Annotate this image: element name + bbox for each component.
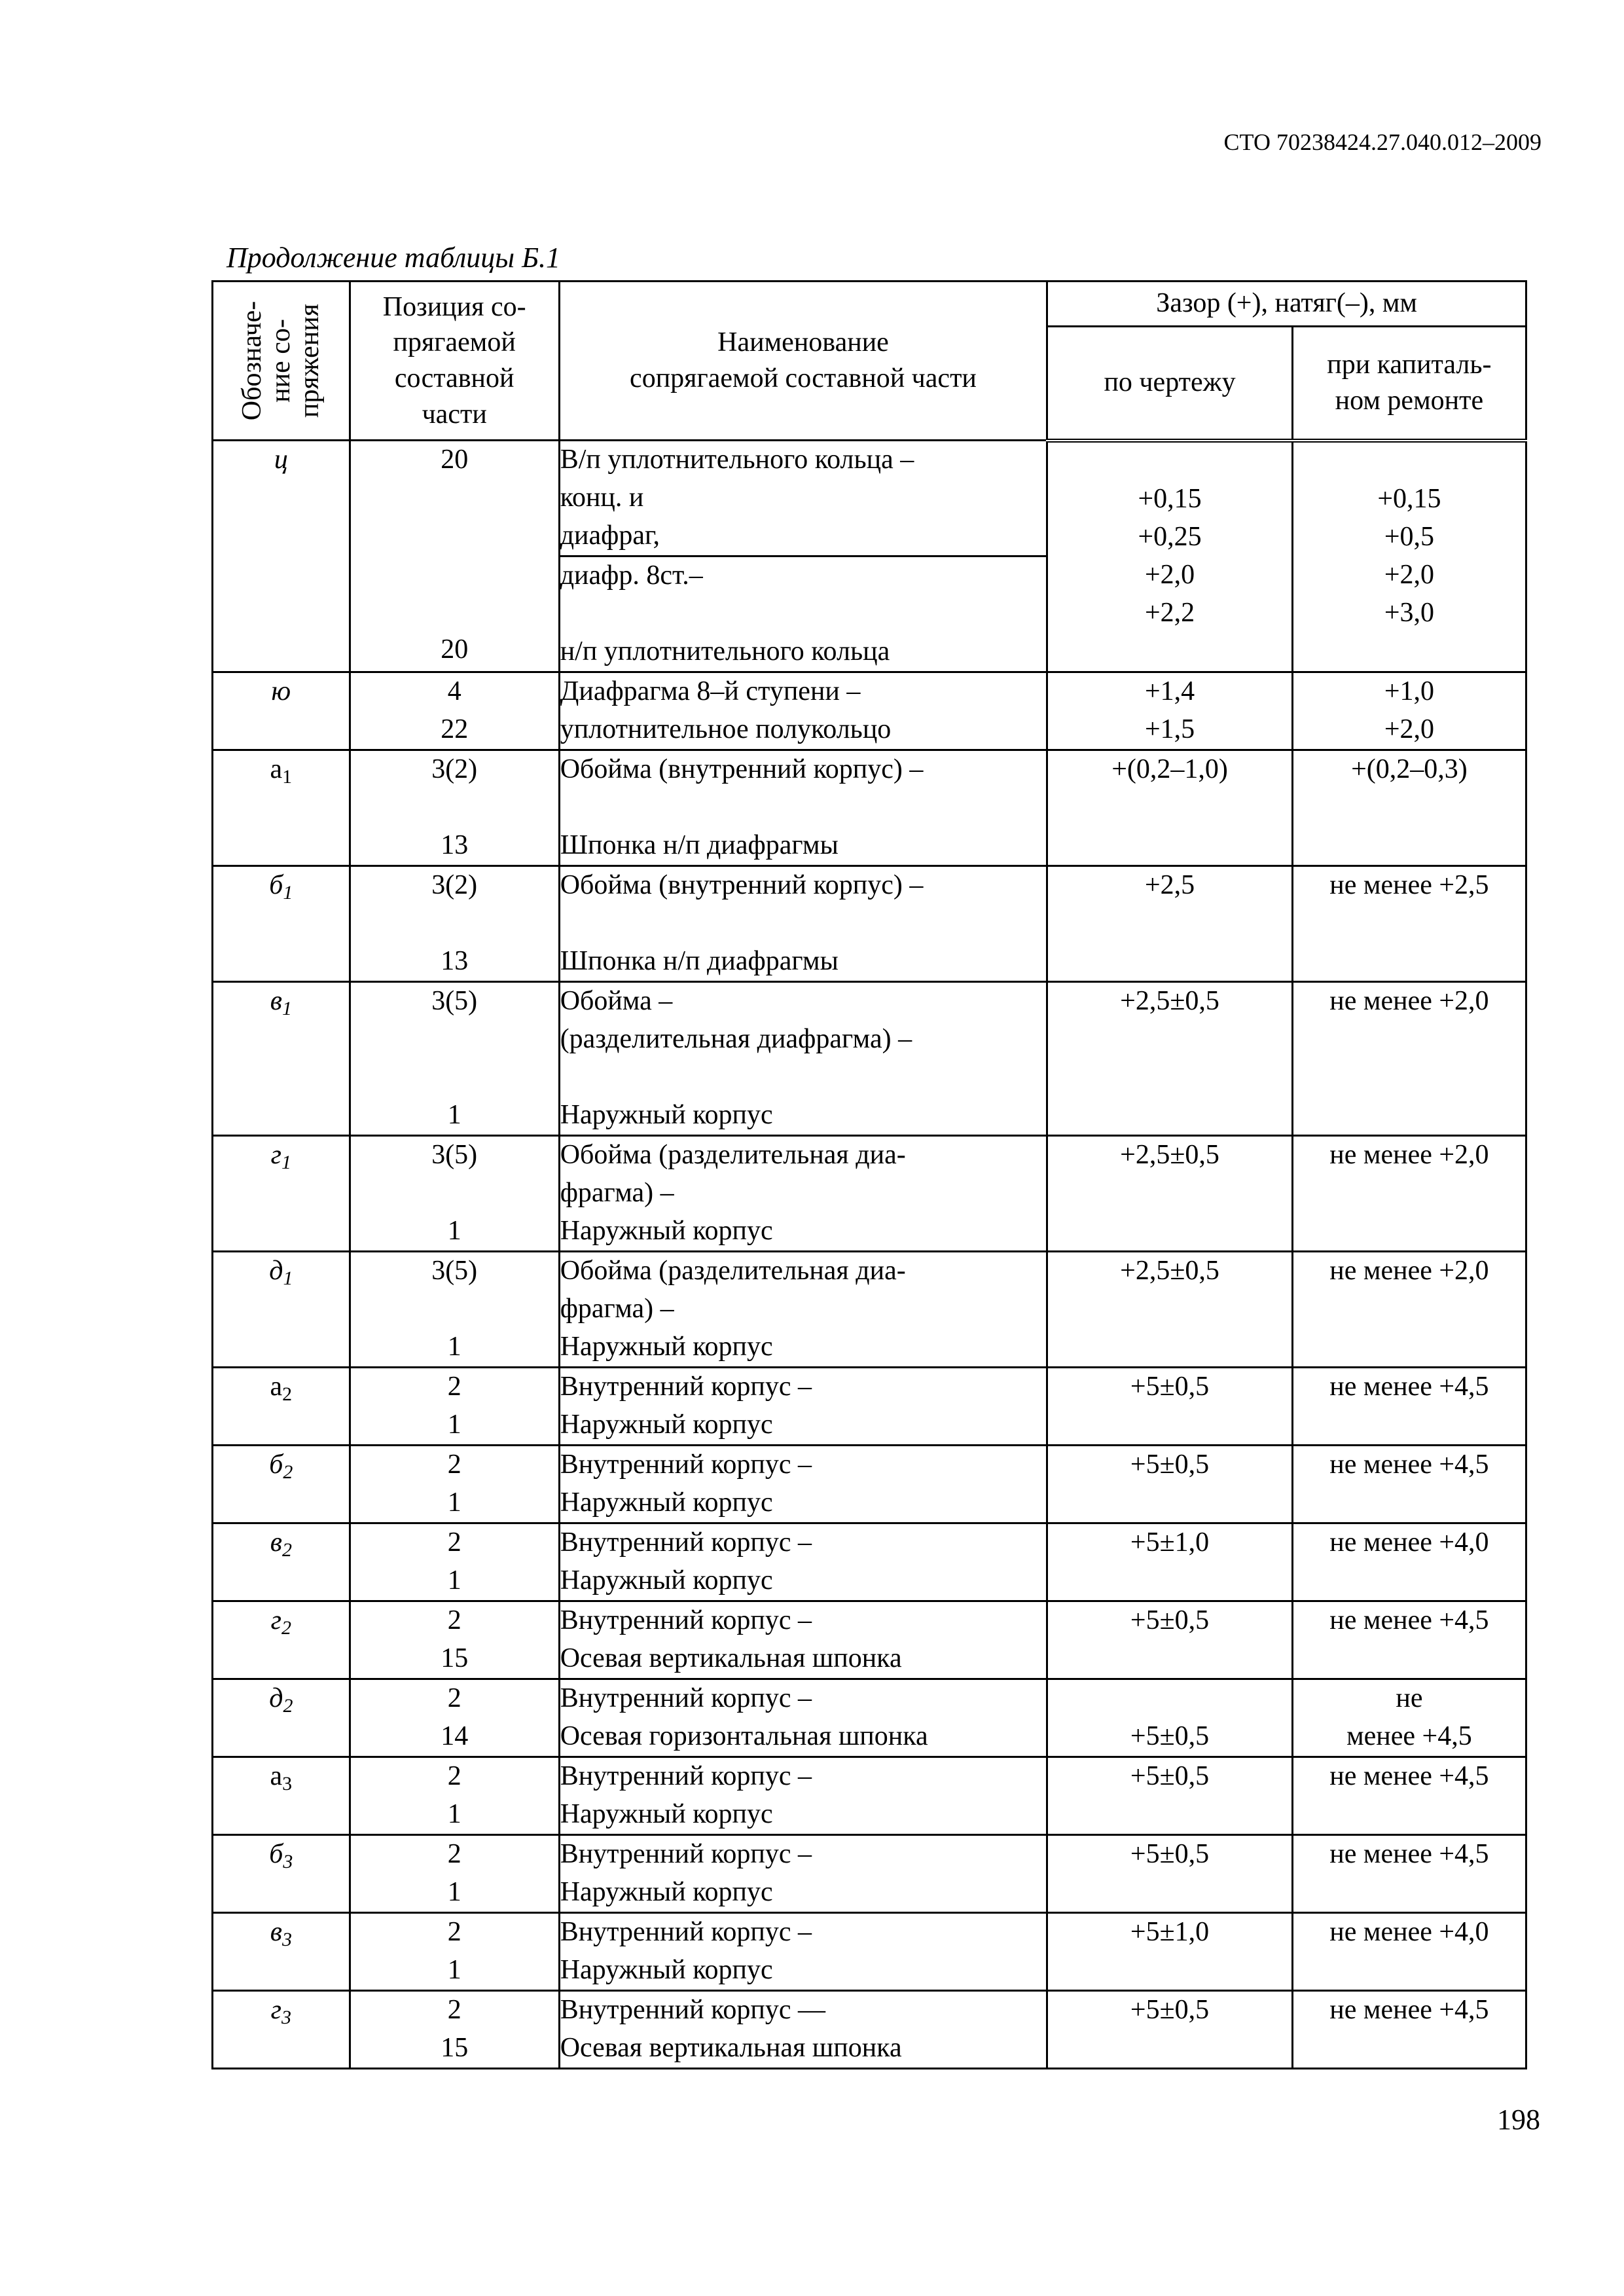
designation-cell: ц [213, 441, 350, 672]
designation-cell: б2 [213, 1446, 350, 1523]
cell-line: +5±0,5 [1130, 1721, 1210, 1751]
drawing-value-cell [1047, 1368, 1293, 1446]
part-name-cell [559, 1757, 1047, 1835]
part-name-cell [559, 1136, 1047, 1252]
cell-line: не менее +2,0 [1329, 986, 1489, 1016]
header-at-repair: при капиталь- ном ремонте [1292, 327, 1526, 441]
cell-line: Внутренний корпус – [560, 1449, 812, 1480]
part-name-cell [559, 1991, 1047, 2069]
cell-line: +2,5±0,5 [1120, 1140, 1219, 1170]
cell-line [560, 595, 1047, 633]
cell-line: Внутренний корпус – [560, 1917, 812, 1947]
header-clearance-group: Зазор (+), натяг(–), мм [1047, 282, 1526, 327]
part-name-cell [559, 1368, 1047, 1446]
cell-line: диафраг, [560, 520, 660, 551]
cell-line [1293, 443, 1525, 481]
cell-line: 2 [447, 1605, 461, 1635]
part-name-cell [559, 1446, 1047, 1523]
drawing-value-cell [1047, 1991, 1293, 2069]
cell-line: 1 [447, 1100, 461, 1130]
designation-cell: г1 [213, 1136, 350, 1252]
position-cell [350, 1835, 559, 1913]
repair-value-cell [1292, 866, 1526, 982]
position-cell [350, 1446, 559, 1523]
cell-line [351, 905, 558, 943]
repair-value-cell [1292, 1913, 1526, 1991]
cell-line: +5±0,5 [1130, 1839, 1210, 1869]
cell-line: Наружный корпус [560, 1799, 773, 1829]
cell-line: +(0,2–0,3) [1351, 754, 1468, 784]
cell-line: +5±0,5 [1130, 1372, 1210, 1402]
header-by-drawing: по чертежу [1047, 327, 1293, 441]
designation-cell: а3 [213, 1757, 350, 1835]
cell-line: 20 [441, 445, 469, 475]
cell-line: конц. и [560, 483, 644, 513]
cell-line: н/п уплотнительного кольца [560, 636, 890, 666]
cell-line: Внутренний корпус – [560, 1683, 812, 1713]
cell-line: +1,0 [1384, 676, 1434, 706]
cell-line: 4 [447, 676, 461, 706]
cell-line: Обойма (внутренний корпус) – [560, 870, 924, 900]
cell-line: Наружный корпус [560, 1100, 773, 1130]
cell-line [351, 1021, 558, 1059]
repair-value-cell [1292, 672, 1526, 750]
cell-line [560, 789, 1047, 827]
cell-line: 2 [447, 1995, 461, 2025]
position-cell [350, 1757, 559, 1835]
designation-cell: в3 [213, 1913, 350, 1991]
cell-line: не менее +4,5 [1329, 1761, 1489, 1791]
table-row [213, 1679, 1526, 1757]
cell-line: +5±0,5 [1130, 1761, 1210, 1791]
cell-line: не менее +2,0 [1329, 1140, 1489, 1170]
designation-cell: а1 [213, 750, 350, 866]
cell-line: Внутренний корпус – [560, 1839, 812, 1869]
cell-line: +2,2 [1144, 597, 1195, 628]
cell-line: +5±1,0 [1130, 1917, 1210, 1947]
drawing-value-cell [1047, 1913, 1293, 1991]
drawing-value-cell [1047, 750, 1293, 866]
cell-line [351, 479, 558, 517]
cell-line: 1 [447, 1955, 461, 1985]
part-name-cell [559, 982, 1047, 1136]
cell-line: (разделительная диафрагма) – [560, 1024, 912, 1054]
repair-value-cell [1292, 1601, 1526, 1679]
repair-value-cell [1292, 1991, 1526, 2069]
cell-line: Наружный корпус [560, 1487, 773, 1518]
table-row [213, 1446, 1526, 1523]
cell-line: не менее +4,5 [1329, 1449, 1489, 1480]
cell-line: 2 [447, 1683, 461, 1713]
cell-line: 2 [447, 1527, 461, 1558]
position-cell [350, 672, 559, 750]
cell-line: +3,0 [1384, 597, 1434, 628]
document-code: СТО 70238424.27.040.012–2009 [1223, 129, 1542, 155]
cell-line: +2,5±0,5 [1120, 986, 1219, 1016]
cell-line: 22 [441, 714, 469, 744]
cell-line: Наружный корпус [560, 1332, 773, 1362]
cell-line: 1 [447, 1332, 461, 1362]
designation-cell: а2 [213, 1368, 350, 1446]
cell-line: 15 [441, 2033, 469, 2063]
cell-line: +(0,2–1,0) [1111, 754, 1228, 784]
cell-line: +2,0 [1384, 559, 1434, 590]
drawing-value-cell [1047, 672, 1293, 750]
position-cell [350, 1252, 559, 1368]
table-row [213, 1252, 1526, 1368]
cell-line: 13 [441, 830, 469, 860]
cell-line: Внутренний корпус — [560, 1995, 825, 2025]
cell-line: Наружный корпус [560, 1565, 773, 1595]
position-cell [350, 1601, 559, 1679]
part-name-cell [559, 1679, 1047, 1757]
table-row [213, 1601, 1526, 1679]
header-part-name: Наименование сопрягаемой составной части [559, 282, 1047, 441]
page-number: 198 [1497, 2104, 1540, 2136]
cell-line: не менее +2,0 [1329, 1256, 1489, 1286]
cell-line: 1 [447, 1410, 461, 1440]
designation-cell: в2 [213, 1523, 350, 1601]
cell-line [351, 1290, 558, 1328]
cell-line: +0,25 [1138, 521, 1202, 552]
cell-line: 1 [447, 1487, 461, 1518]
table-row [213, 1368, 1526, 1446]
part-name-cell [559, 1252, 1047, 1368]
cell-line [1048, 1680, 1291, 1718]
cell-line: 2 [447, 1449, 461, 1480]
table-row [213, 1136, 1526, 1252]
cell-line [351, 1175, 558, 1212]
table-row [213, 866, 1526, 982]
drawing-value-cell [1047, 1446, 1293, 1523]
cell-line: 2 [447, 1761, 461, 1791]
cell-line: +0,5 [1384, 521, 1434, 552]
cell-line [351, 789, 558, 827]
cell-line: Обойма (разделительная диа- [560, 1140, 906, 1170]
table-row [213, 1523, 1526, 1601]
repair-value-cell [1292, 1835, 1526, 1913]
cell-line: 3(5) [431, 1256, 478, 1286]
cell-line: не менее +2,5 [1329, 870, 1489, 900]
designation-cell: д1 [213, 1252, 350, 1368]
cell-line: Шпонка н/п диафрагмы [560, 946, 839, 976]
part-name-cell [559, 672, 1047, 750]
part-name-cell [559, 556, 1047, 672]
cell-line: 20 [441, 634, 469, 665]
cell-line: +5±1,0 [1130, 1527, 1210, 1558]
data-table [211, 280, 1527, 2069]
cell-line: +5±0,5 [1130, 1605, 1210, 1635]
part-name-cell [559, 1601, 1047, 1679]
cell-line [351, 1059, 558, 1097]
cell-line [351, 555, 558, 593]
table-row [213, 672, 1526, 750]
cell-line: фрагма) – [560, 1294, 674, 1324]
designation-cell: г3 [213, 1991, 350, 2069]
repair-value-cell [1292, 1252, 1526, 1368]
designation-cell: д2 [213, 1679, 350, 1757]
table-caption: Продолжение таблицы Б.1 [226, 242, 561, 274]
cell-line: +1,4 [1144, 676, 1195, 706]
cell-line: Внутренний корпус – [560, 1605, 812, 1635]
position-cell [350, 1523, 559, 1601]
designation-cell: в1 [213, 982, 350, 1136]
cell-line: 15 [441, 1643, 469, 1673]
cell-line: +2,5±0,5 [1120, 1256, 1219, 1286]
drawing-value-cell [1047, 1835, 1293, 1913]
table-row [213, 1757, 1526, 1835]
position-cell [350, 1368, 559, 1446]
cell-line: не менее +4,0 [1329, 1917, 1489, 1947]
part-name-cell [559, 750, 1047, 866]
cell-line: Осевая вертикальная шпонка [560, 1643, 902, 1673]
header-position: Позиция со- прягаемой составной части [350, 282, 559, 441]
drawing-value-cell [1047, 866, 1293, 982]
cell-line [560, 905, 1047, 943]
cell-line: Внутренний корпус – [560, 1761, 812, 1791]
cell-line: 1 [447, 1565, 461, 1595]
cell-line: Внутренний корпус – [560, 1527, 812, 1558]
table-row [213, 1835, 1526, 1913]
repair-value-cell [1292, 750, 1526, 866]
cell-line: Наружный корпус [560, 1216, 773, 1246]
repair-value-cell [1292, 1446, 1526, 1523]
part-name-cell [559, 1835, 1047, 1913]
cell-line: 1 [447, 1877, 461, 1907]
cell-line: 3(5) [431, 1140, 478, 1170]
cell-line: +1,5 [1144, 714, 1195, 744]
part-name-cell [559, 1913, 1047, 1991]
position-cell [350, 1679, 559, 1757]
cell-line: 3(2) [431, 870, 478, 900]
cell-line: 14 [441, 1721, 469, 1751]
table-row [213, 1913, 1526, 1991]
cell-line: 2 [447, 1839, 461, 1869]
repair-value-cell [1292, 982, 1526, 1136]
table-row [213, 750, 1526, 866]
cell-line [351, 517, 558, 555]
repair-value-cell [1292, 441, 1526, 672]
cell-line: +2,0 [1144, 559, 1195, 590]
cell-line: 2 [447, 1372, 461, 1402]
cell-line: не [1396, 1683, 1423, 1713]
drawing-value-cell [1047, 1757, 1293, 1835]
cell-line: 1 [447, 1216, 461, 1246]
cell-line: 13 [441, 946, 469, 976]
cell-line: Осевая вертикальная шпонка [560, 2033, 902, 2063]
designation-cell: г2 [213, 1601, 350, 1679]
cell-line: не менее +4,5 [1329, 1995, 1489, 2025]
cell-line: диафр. 8ст.– [560, 560, 703, 591]
repair-value-cell [1292, 1757, 1526, 1835]
position-cell [350, 1913, 559, 1991]
cell-line: Обойма – [560, 986, 673, 1016]
cell-line: менее +4,5 [1346, 1721, 1472, 1751]
cell-line: Наружный корпус [560, 1955, 773, 1985]
position-cell [350, 1136, 559, 1252]
cell-line: +2,5 [1144, 870, 1195, 900]
repair-value-cell [1292, 1523, 1526, 1601]
drawing-value-cell [1047, 441, 1293, 672]
drawing-value-cell [1047, 1679, 1293, 1757]
drawing-value-cell [1047, 1136, 1293, 1252]
table-row [213, 1991, 1526, 2069]
header-designation: Обозначе- ние со- пряжения [213, 282, 350, 441]
cell-line: +0,15 [1138, 483, 1202, 514]
cell-line: Наружный корпус [560, 1877, 773, 1907]
part-name-cell [559, 441, 1047, 556]
position-cell [350, 866, 559, 982]
position-cell [350, 441, 559, 672]
cell-line: не менее +4,5 [1329, 1605, 1489, 1635]
cell-line: не менее +4,5 [1329, 1839, 1489, 1869]
drawing-value-cell [1047, 982, 1293, 1136]
cell-line: не менее +4,5 [1329, 1372, 1489, 1402]
cell-line: +5±0,5 [1130, 1995, 1210, 2025]
cell-line [560, 1059, 1047, 1097]
cell-line: В/п уплотнительного кольца – [560, 445, 914, 475]
part-name-cell [559, 866, 1047, 982]
cell-line: Шпонка н/п диафрагмы [560, 830, 839, 860]
designation-cell: б1 [213, 866, 350, 982]
repair-value-cell [1292, 1136, 1526, 1252]
cell-line: +0,15 [1377, 483, 1441, 514]
cell-line: 3(2) [431, 754, 478, 784]
cell-line: фрагма) – [560, 1178, 674, 1208]
cell-line: Диафрагма 8–й ступени – [560, 676, 861, 706]
cell-line: +2,0 [1384, 714, 1434, 744]
repair-value-cell [1292, 1679, 1526, 1757]
table-row [213, 982, 1526, 1136]
cell-line: Наружный корпус [560, 1410, 773, 1440]
cell-line [351, 593, 558, 631]
cell-line: Обойма (внутренний корпус) – [560, 754, 924, 784]
designation-cell: ю [213, 672, 350, 750]
cell-line: Внутренний корпус – [560, 1372, 812, 1402]
cell-line: 1 [447, 1799, 461, 1829]
position-cell [350, 750, 559, 866]
drawing-value-cell [1047, 1252, 1293, 1368]
cell-line: 2 [447, 1917, 461, 1947]
cell-line: Обойма (разделительная диа- [560, 1256, 906, 1286]
repair-value-cell [1292, 1368, 1526, 1446]
drawing-value-cell [1047, 1601, 1293, 1679]
cell-line: +5±0,5 [1130, 1449, 1210, 1480]
position-cell [350, 1991, 559, 2069]
part-name-cell [559, 1523, 1047, 1601]
position-cell [350, 982, 559, 1136]
cell-line: не менее +4,0 [1329, 1527, 1489, 1558]
cell-line [1048, 443, 1291, 481]
drawing-value-cell [1047, 1523, 1293, 1601]
cell-line: 3(5) [431, 986, 478, 1016]
cell-line: Осевая горизонтальная шпонка [560, 1721, 928, 1751]
table-row [213, 441, 1526, 556]
designation-cell: б3 [213, 1835, 350, 1913]
cell-line: уплотнительное полукольцо [560, 714, 892, 744]
